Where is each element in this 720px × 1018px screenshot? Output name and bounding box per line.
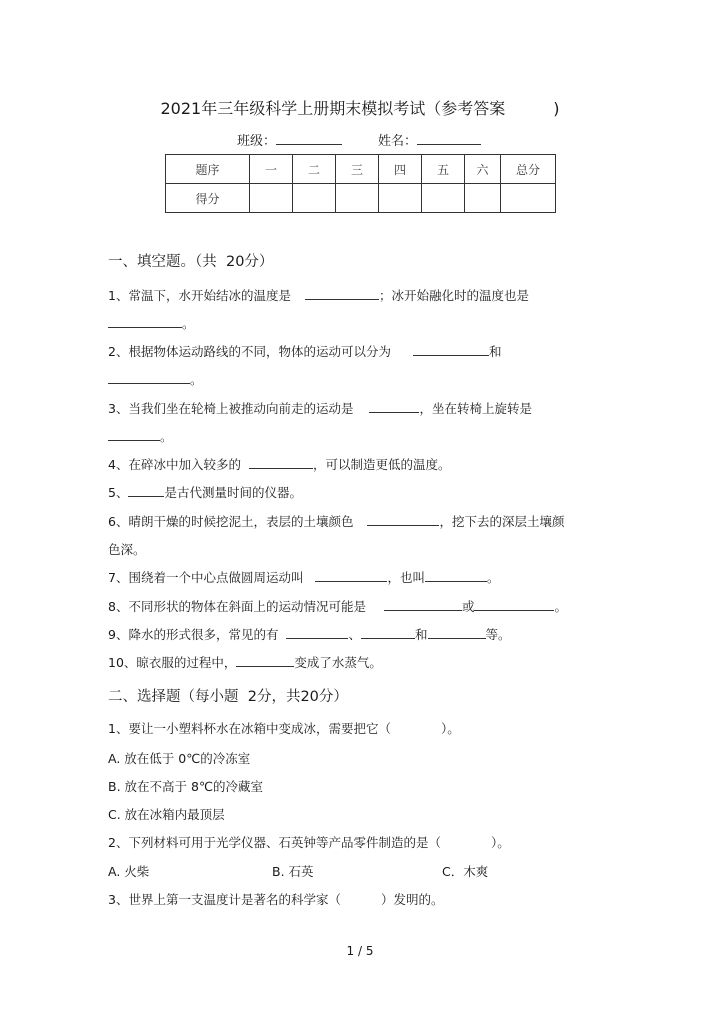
q4-text: 4、在碎冰中加入较多的 [108, 457, 241, 472]
q9-end: 等。 [485, 627, 511, 642]
q3-text: 3、当我们坐在轮椅上被推动向前走的运动是 [108, 401, 354, 416]
class-field [237, 130, 342, 149]
name-blank [417, 132, 481, 145]
q5-text-b: 是古代测量时间的仪器。 [164, 485, 302, 500]
q7-text-b: ，也叫 [387, 570, 425, 585]
q2-text-b: 和 [488, 344, 502, 359]
choice-option [108, 777, 263, 795]
section2-points: 2分，共20分） [247, 689, 348, 705]
question-2 [108, 342, 501, 360]
answer-blank [108, 428, 160, 441]
choice-option [108, 805, 225, 823]
choice-option [272, 862, 314, 880]
class-label: 班级： [237, 134, 277, 149]
choice-question-1 [108, 719, 460, 737]
name-label: 姓名： [378, 134, 418, 149]
question-3-cont [108, 427, 173, 445]
question-10 [108, 653, 382, 671]
q10-text: 10、晾衣服的过程中， [108, 655, 237, 670]
score-empty [465, 184, 501, 213]
cq2-end: ）。 [490, 835, 510, 850]
question-1 [108, 286, 529, 304]
choice-question-3 [108, 890, 443, 908]
answer-blank [305, 287, 379, 300]
question-5 [108, 483, 302, 501]
answer-blank [367, 513, 439, 526]
answer-blank [315, 569, 387, 582]
score-cell: 四 [379, 155, 422, 184]
score-empty [250, 184, 293, 213]
score-cell: 二 [293, 155, 336, 184]
q9-text: 9、降水的形式很多，常见的有 [108, 627, 279, 642]
q2-end: 。 [190, 372, 203, 387]
answer-blank [128, 484, 164, 497]
title-close: ) [553, 99, 560, 118]
cq1-end: ）。 [440, 721, 460, 736]
score-empty [293, 184, 336, 213]
answer-blank [286, 626, 348, 639]
q2-text: 2、根据物体运动路线的不同，物体的运动可以分为 [108, 344, 391, 359]
q9-text-b: 、 [348, 627, 361, 642]
section2-heading [108, 685, 348, 706]
q7-text: 7、围绕着一个中心点做圆周运动叫 [108, 570, 304, 585]
score-cell: 六 [465, 155, 501, 184]
score-cell: 三 [336, 155, 379, 184]
answer-blank [413, 343, 489, 356]
score-cell: 得分 [166, 184, 250, 213]
answer-blank [361, 626, 415, 639]
cq2-text: 2、下列材料可用于光学仪器、石英钟等产品零件制造的是（ [108, 835, 441, 850]
score-table [165, 154, 556, 213]
q6-end: 色深。 [108, 542, 146, 557]
cq1-text: 1、要让一小塑料杯水在冰箱中变成冰，需要把它（ [108, 721, 391, 736]
name-field [378, 130, 481, 149]
q9-text-c: 和 [414, 627, 428, 642]
choice-option [108, 862, 149, 880]
answer-blank [428, 626, 486, 639]
score-empty [336, 184, 379, 213]
cq2-option-c: C．木爽 [442, 864, 489, 879]
q8-end: 。 [554, 599, 567, 614]
score-empty [379, 184, 422, 213]
q3-end: 。 [160, 429, 173, 444]
question-8 [108, 597, 567, 615]
choice-option [442, 862, 488, 880]
answer-blank [369, 400, 419, 413]
q5-text: 5、 [108, 485, 129, 500]
title-text: 2021年三年级科学上册期末模拟考试（参考答案 [160, 99, 506, 118]
q6-text-b: ，挖下去的深层土壤颜 [439, 514, 565, 529]
score-empty [501, 184, 556, 213]
q1-text: 1、常温下，水开始结冰的温度是 [108, 288, 291, 303]
q3-text-b: ，坐在转椅上旋转是 [419, 401, 532, 416]
question-4 [108, 455, 450, 473]
section2-heading-text: 二、选择题（每小题 [108, 689, 239, 705]
cq2-option-b: B. 石英 [272, 864, 314, 879]
score-cell: 总分 [501, 155, 556, 184]
class-blank [276, 132, 342, 145]
q10-text-b: 变成了水蒸气。 [294, 655, 382, 670]
answer-blank [425, 569, 487, 582]
cq2-option-a: A. 火柴 [108, 864, 150, 879]
score-cell: 五 [422, 155, 465, 184]
question-7 [108, 568, 500, 586]
score-cell: 一 [250, 155, 293, 184]
q8-text-b: 或 [461, 599, 475, 614]
question-9 [108, 625, 511, 643]
question-2-cont [108, 370, 203, 388]
question-6 [108, 512, 564, 530]
answer-blank [249, 456, 313, 469]
q1-text-b: ；冰开始融化时的温度也是 [378, 288, 529, 303]
q1-end: 。 [182, 316, 195, 331]
section1-heading-text: 一、填空题。（共 [108, 254, 217, 270]
score-cell: 题序 [166, 155, 250, 184]
question-6-cont [108, 540, 146, 558]
cq1-option-a: A. 放在低于 0℃的冷冻室 [108, 751, 251, 766]
question-3 [108, 399, 532, 417]
q6-text: 6、晴朗干燥的时候挖泥土，表层的土壤颜色 [108, 514, 354, 529]
score-empty [422, 184, 465, 213]
cq1-option-c: C. 放在冰箱内最顶层 [108, 807, 225, 822]
score-row [166, 184, 556, 213]
score-header-row [166, 155, 556, 184]
q8-text: 8、不同形状的物体在斜面上的运动情况可能是 [108, 599, 366, 614]
section1-points: 20分） [225, 254, 274, 270]
q7-end: 。 [486, 570, 500, 585]
answer-blank [384, 598, 462, 611]
q4-text-b: ，可以制造更低的温度。 [312, 457, 451, 472]
page-title [0, 96, 720, 119]
choice-option [108, 749, 250, 767]
choice-question-2 [108, 833, 510, 851]
answer-blank [108, 371, 190, 384]
question-1-cont [108, 314, 195, 332]
page-number: 1 / 5 [346, 944, 374, 958]
answer-blank [108, 315, 182, 328]
cq1-option-b: B. 放在不高于 8℃的冷藏室 [108, 779, 263, 794]
cq3-end: ）发明的。 [380, 892, 444, 907]
answer-blank [474, 598, 554, 611]
section1-heading [108, 250, 273, 271]
cq3-text: 3、世界上第一支温度计是著名的科学家（ [108, 892, 341, 907]
answer-blank [236, 654, 294, 667]
